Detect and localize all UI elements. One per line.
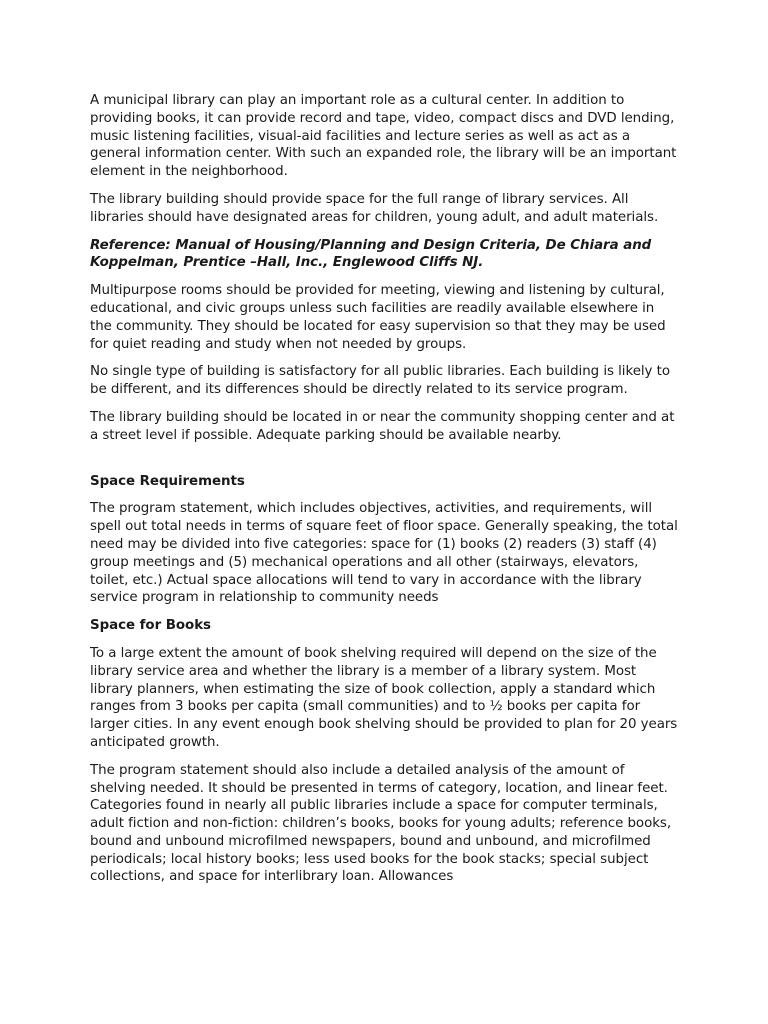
paragraph-location: The library building should be located in or near the community shopping center and at a street level if possible. Adequate parking should be available nearby.: [90, 409, 675, 443]
paragraph-building-type: No single type of building is satisfactory for all public libraries. Each building is likely to be different, and its differences should be directly related to its service program.: [90, 364, 670, 398]
paragraph-shelving-analysis: The program statement should also include a detailed analysis of the amount of shelving needed. It should be presented in terms of category, location, and linear feet. Categories found in nearly all public libraries include a space for computer terminals, adult fiction and non-fiction: children’s books, books for young adults; reference books, bound and unbound microfilmed newspapers, bound and unbound, and microfilmed periodicals; local history books; less used books for the book stacks; special subject collections, and space for interlibrary loan. Allowances: [90, 762, 672, 885]
reference-citation: Reference: Manual of Housing/Planning and Design Criteria, De Chiara and Koppelman, Prentice –Hall, Inc., Englewood Cliffs NJ.: [90, 237, 652, 271]
paragraph-multipurpose-rooms: Multipurpose rooms should be provided for meeting, viewing and listening by cultural, educational, and civic groups unless such facilities are readily available elsewhere in the community. They should be located for easy supervision so that they may be used for quiet reading and study when not needed by groups.: [90, 283, 666, 352]
heading-space-for-books: Space for Books: [90, 618, 211, 634]
paragraph-library-space: The library building should provide space for the full range of library services. All libraries should have designated areas for children, young adult, and adult materials.: [90, 191, 659, 225]
paragraph-intro: A municipal library can play an important role as a cultural center. In addition to providing books, it can provide record and tape, video, compact discs and DVD lending, music listening facilities, visual-aid facilities and lecture series as well as act as a general information center. With such an expanded role, the library will be an important element in the neighborhood.: [90, 93, 677, 180]
paragraph-program-statement: The program statement, which includes objectives, activities, and requirements, will spell out total needs in terms of square feet of floor space. Generally speaking, the total need may be divided into five categories: space for (1) books (2) readers (3) staff (4) group meetings and (5) mechanical operations and all other (stairways, elevators, toilet, etc.) Actual space allocations will tend to vary in accordance with the library service program in relationship to community needs: [90, 501, 678, 606]
document-page: [90, 92, 680, 896]
paragraph-book-shelving: To a large extent the amount of book shelving required will depend on the size of the library service area and whether the library is a member of a library system. Most library planners, when estimating the size of book collection, apply a standard which ranges from 3 books per capita (small communities) and to ½ books per capita for larger cities. In any event enough book shelving should be provided to plan for 20 years anticipated growth.: [90, 645, 678, 750]
heading-space-requirements: Space Requirements: [90, 473, 245, 489]
section-spacer: [90, 455, 680, 473]
